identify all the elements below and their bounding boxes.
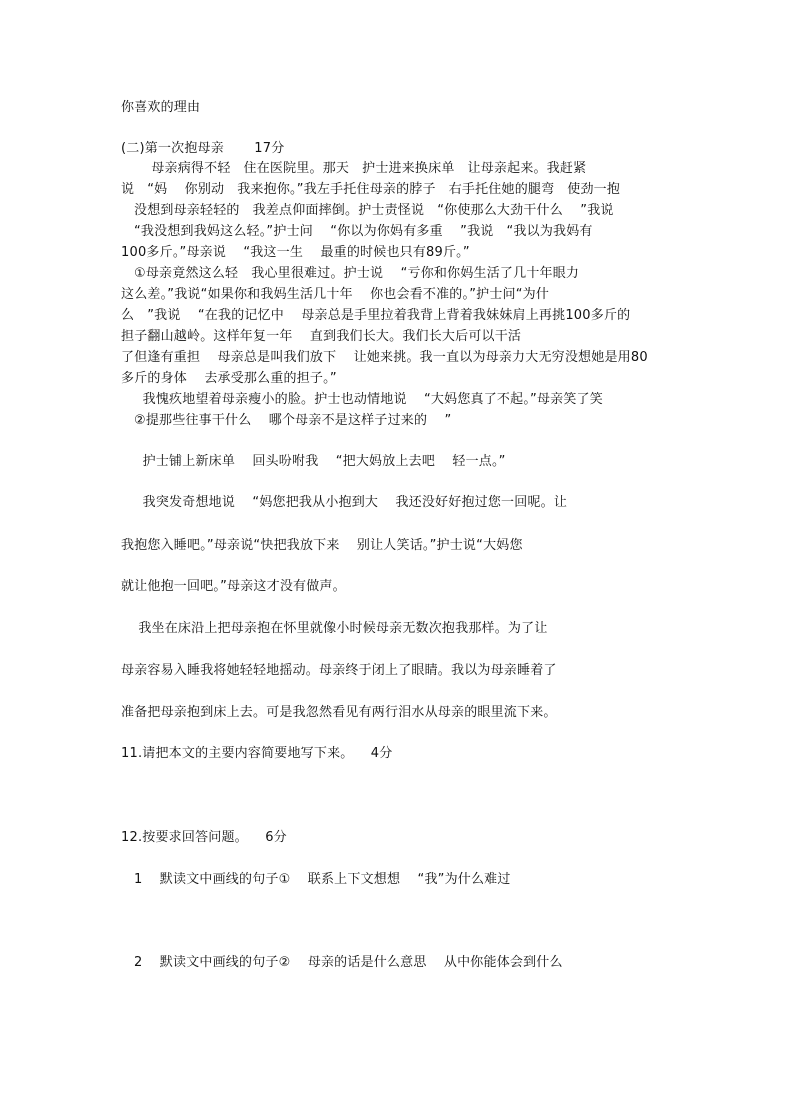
passage-line: 我坐在床沿上把母亲抱在怀里就像小时候母亲无数次抱我那样。为了让 [121,621,548,636]
passage-line: 我愧疚地望着母亲瘦小的脸。护士也动情地说 “大妈您真了不起。”母亲笑了笑 [121,392,603,407]
passage-line: “我没想到我妈这么轻。”护士问 “你以为你妈有多重 ”我说 “我以为我妈有 [121,224,593,239]
passage-line: 了但逢有重担 母亲总是叫我们放下 让她来挑。我一直以为母亲力大无穷没想她是用80 [121,350,648,365]
passage-line: 100多斤。”母亲说 “我这一生 最重的时候也只有89斤。” [121,245,470,260]
passage-line: 准备把母亲抱到床上去。可是我忽然看见有两行泪水从母亲的眼里流下来。 [121,705,557,720]
intro-fragment: 你喜欢的理由 [121,100,201,115]
passage-line: 护士铺上新床单 回头吩咐我 “把大妈放上去吧 轻一点。” [121,454,506,469]
passage-line: 我抱您入睡吧。”母亲说“快把我放下来 别让人笑话。”护士说“大妈您 [121,538,523,553]
passage-line: ②提那些往事干什么 哪个母亲不是这样子过来的 ” [121,413,452,428]
passage-line: 就让他抱一回吧。”母亲这才没有做声。 [121,579,346,594]
passage-line: 这么差。”我说“如果你和我妈生活几十年 你也会看不准的。”护士问“为什 [121,287,550,302]
passage-line: ①母亲竟然这么轻 我心里很难过。护士说 “亏你和你妈生活了几十年眼力 [121,266,580,281]
question-12: 12.按要求回答问题。 6分 [121,830,287,845]
passage-line: 说 “妈 你别动 我来抱你。”我左手托住母亲的脖子 右手托住她的腿弯 使劲一抱 [121,182,621,197]
passage-line: 担子翻山越岭。这样年复一年 直到我们长大。我们长大后可以干活 [121,329,522,344]
passage-line: 母亲病得不轻 住在医院里。那天 护士进来换床单 让母亲起来。我赶紧 [121,161,587,176]
passage-line: 母亲容易入睡我将她轻轻地摇动。母亲终于闭上了眼睛。我以为母亲睡着了 [121,663,557,678]
section-heading: (二)第一次抱母亲 17分 [121,141,285,156]
passage-line: 多斤的身体 去承受那么重的担子。” [121,371,337,386]
sub-question-1: 1 默读文中画线的句子① 联系上下文想想 “我”为什么难过 [121,872,511,887]
passage-line: 么 ”我说 “在我的记忆中 母亲总是手里拉着我背上背着我妹妹肩上再挑100多斤的 [121,308,631,323]
passage-line: 我突发奇想地说 “妈您把我从小抱到大 我还没好好抱过您一回呢。让 [121,495,568,510]
question-11: 11.请把本文的主要内容简要地写下来。 4分 [121,746,393,761]
sub-question-2: 2 默读文中画线的句子② 母亲的话是什么意思 从中你能体会到什么 [121,955,563,970]
passage-line: 没想到母亲轻轻的 我差点仰面摔倒。护士责怪说 “你使那么大劲干什么 ”我说 [121,203,614,218]
